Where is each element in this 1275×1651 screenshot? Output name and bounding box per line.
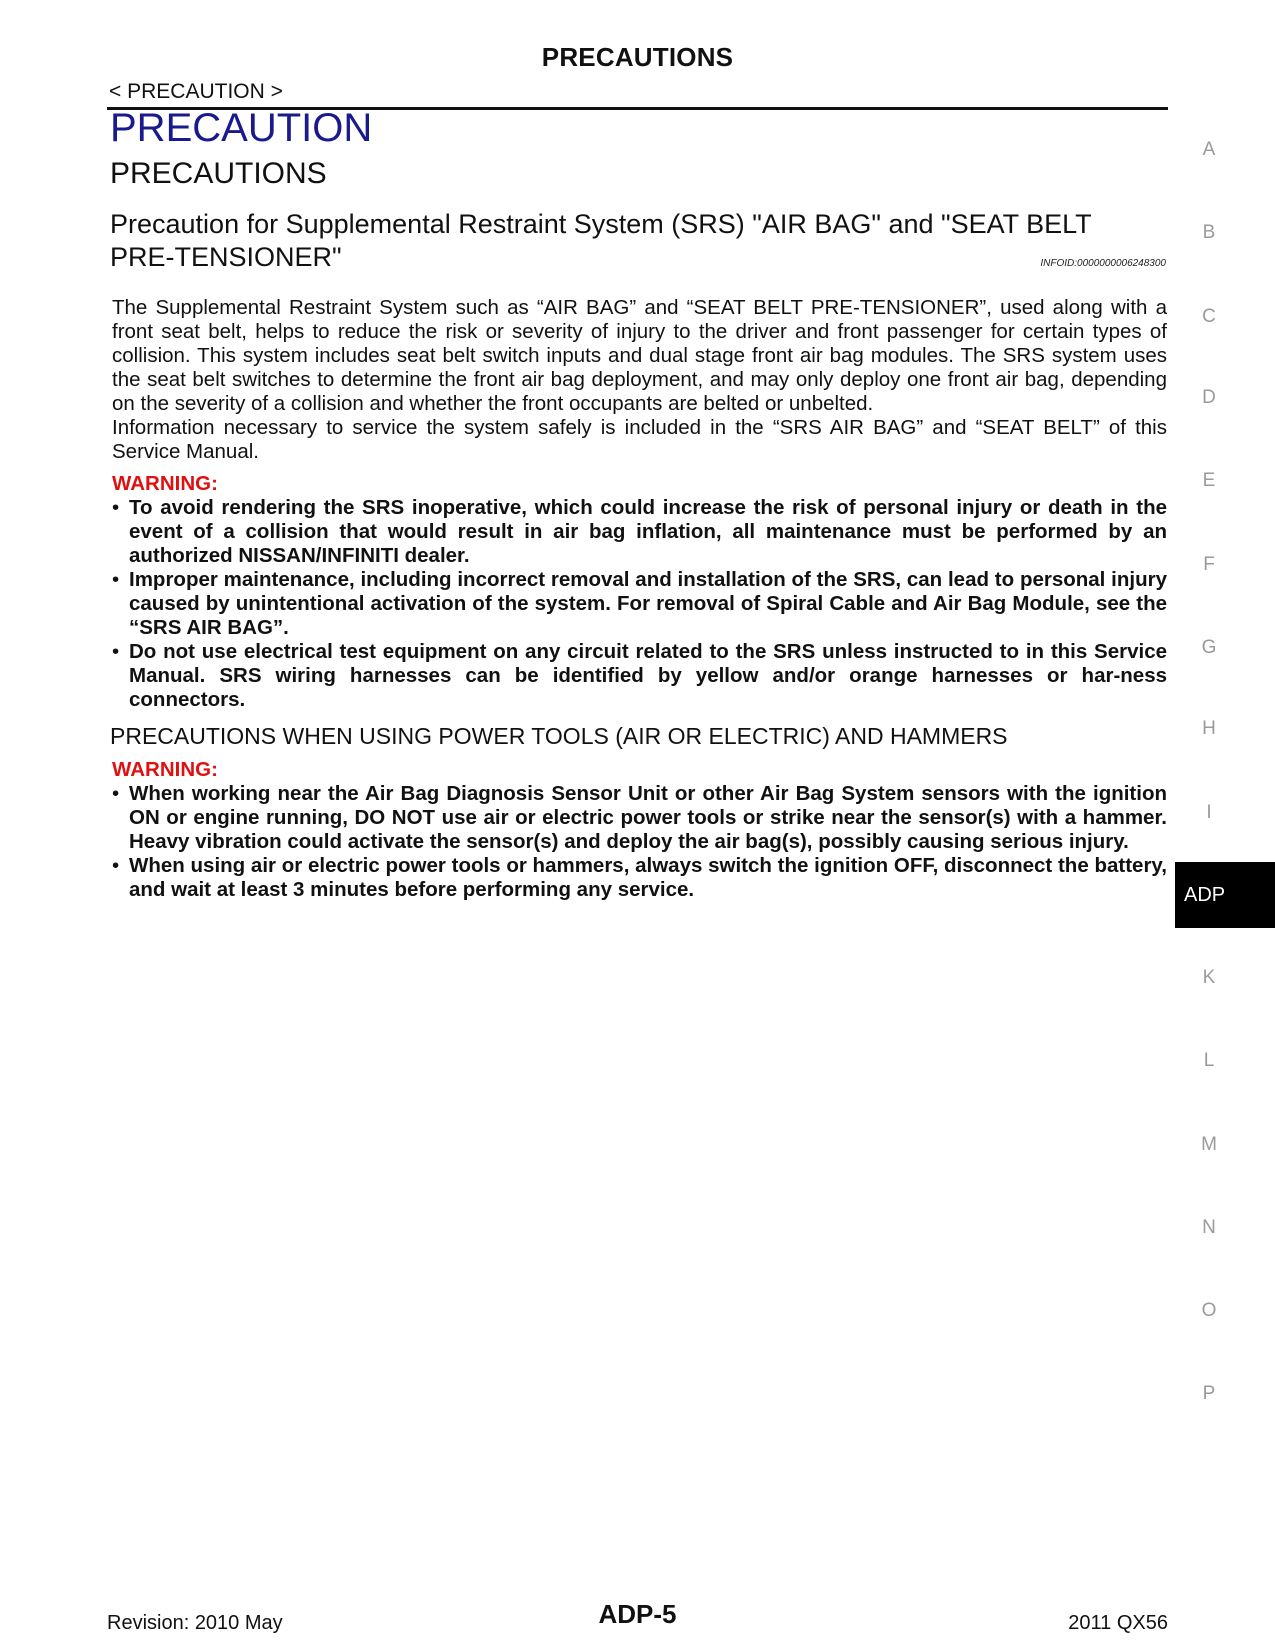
side-index-g[interactable]: G: [1201, 637, 1217, 658]
side-index-c[interactable]: C: [1202, 306, 1216, 327]
info-id: INFOID:0000000006248300: [1040, 258, 1166, 269]
footer-revision: Revision: 2010 May: [107, 1612, 283, 1634]
side-index-k[interactable]: K: [1202, 967, 1216, 988]
list-item-text: When using air or electric power tools or hammers, always switch the ignition OFF, disconnect the battery, and wait at least 3 minutes before performing any service.: [129, 854, 1167, 901]
bullet-icon: •: [112, 568, 120, 591]
list-item: [112, 640, 1167, 712]
footer-model: 2011 QX56: [1068, 1612, 1168, 1634]
list-item-text: To avoid rendering the SRS inoperative, which could increase the risk of personal injury or death in the event of a collision that would result in air bag inflation, all maintenance must be performed by an authorized NISSAN/INFINITI dealer.: [129, 496, 1167, 567]
list-item: [112, 854, 1167, 902]
content-body: [112, 296, 1167, 902]
side-index-m[interactable]: M: [1201, 1134, 1217, 1155]
list-item: [112, 496, 1167, 568]
bullet-icon: •: [112, 496, 120, 519]
warning-label-1: WARNING:: [112, 472, 218, 495]
side-index-n[interactable]: N: [1202, 1217, 1216, 1238]
subsection-title: PRECAUTIONS: [110, 157, 327, 190]
bullet-icon: •: [112, 640, 120, 663]
list-item: [112, 568, 1167, 640]
side-index-d[interactable]: D: [1202, 387, 1216, 408]
side-index-p[interactable]: P: [1202, 1383, 1216, 1404]
side-index-i[interactable]: I: [1206, 802, 1212, 823]
list-item: [112, 782, 1167, 854]
side-index-f[interactable]: F: [1203, 554, 1215, 575]
side-index-e[interactable]: E: [1202, 470, 1216, 491]
side-index-l[interactable]: L: [1203, 1050, 1215, 1071]
page-header-title: PRECAUTIONS: [541, 42, 734, 72]
topic-title-line-2: PRE-TENSIONER": [110, 242, 342, 272]
warning-list-1: [112, 496, 1167, 712]
warning-list-2: [112, 782, 1167, 902]
bullet-icon: •: [112, 854, 120, 877]
footer-page-number: ADP-5: [598, 1599, 677, 1629]
bullet-icon: •: [112, 782, 120, 805]
side-index-o[interactable]: O: [1201, 1300, 1217, 1321]
side-index-b[interactable]: B: [1202, 222, 1216, 243]
power-tools-heading: PRECAUTIONS WHEN USING POWER TOOLS (AIR OR ELECTRIC) AND HAMMERS: [110, 723, 1008, 749]
list-item-text: Do not use electrical test equipment on any circuit related to the SRS unless instructed to in this Service Manual. SRS wiring harnesses can be identified by yellow and/or orange harnesses or har-ness connectors.: [129, 640, 1167, 711]
intro-paragraph: The Supplemental Restraint System such as “AIR BAG” and “SEAT BELT PRE-TENSIONER”, used along with a front seat belt, helps to reduce the risk or severity of injury to the driver and front passenger for certain types of collision. This system includes seat belt switch inputs and dual stage front air bag modules. The SRS system uses the seat belt switches to determine the front air bag deployment, and may only deploy one front air bag, depending on the severity of a collision and whether the front occupants are belted or unbelted.: [112, 296, 1167, 415]
side-index-a[interactable]: A: [1202, 139, 1216, 160]
intro-paragraph-2: Information necessary to service the system safely is included in the “SRS AIR BAG” and “SEAT BELT” of this Service Manual.: [112, 416, 1167, 463]
list-item-text: Improper maintenance, including incorrect removal and installation of the SRS, can lead to personal injury caused by unintentional activation of the system. For removal of Spiral Cable and Air Bag Module, see the “SRS AIR BAG”.: [129, 568, 1167, 639]
topic-title-line-1: Precaution for Supplemental Restraint System (SRS) "AIR BAG" and "SEAT BELT: [110, 209, 1092, 239]
section-title: PRECAUTION: [110, 106, 373, 150]
topic-title: [110, 208, 1140, 274]
warning-label-2: WARNING:: [112, 758, 218, 781]
side-index-h[interactable]: H: [1202, 718, 1216, 739]
list-item-text: When working near the Air Bag Diagnosis Sensor Unit or other Air Bag System sensors with the ignition ON or engine running, DO NOT use air or electric power tools or strike near the sensor(s) with a hammer. Heavy vibration could activate the sensor(s) and deploy the air bag(s), possibly causing serious injury.: [129, 782, 1167, 853]
breadcrumb[interactable]: < PRECAUTION >: [109, 80, 283, 103]
side-index-active-tab[interactable]: ADP: [1175, 862, 1275, 928]
